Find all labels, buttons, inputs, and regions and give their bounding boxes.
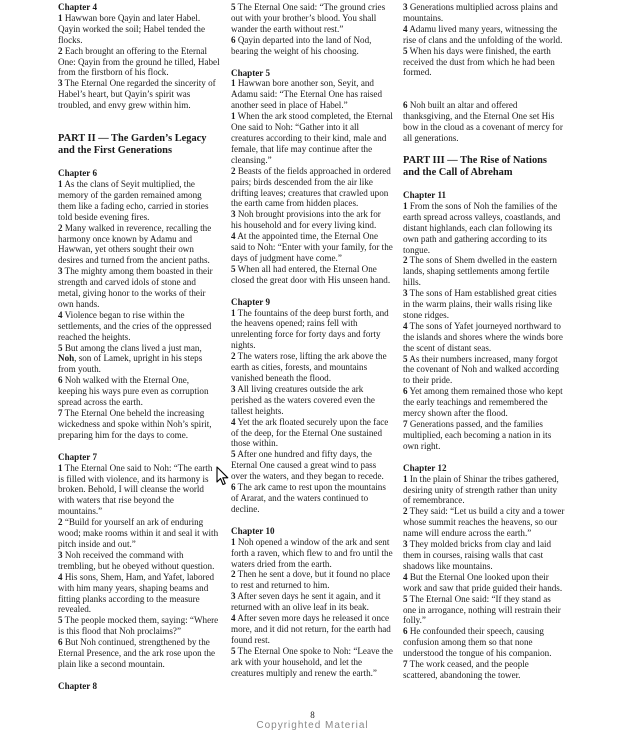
verse-number: 3 xyxy=(231,209,236,220)
verse xyxy=(231,569,393,591)
verse-text: Generations multiplied across plains and mountains. xyxy=(403,2,558,23)
paragraph-spacer xyxy=(231,57,393,68)
verse-text: The fountains of the deep burst forth, and the heavens opened; rains fell with unrelenting force for forty days and forty nights. xyxy=(231,307,389,351)
chapter-heading: Chapter 5 xyxy=(231,67,270,78)
verse-text: They molded bricks from clay and laid them in courses, raising walls that cast shadows like mountains. xyxy=(403,539,552,571)
verse-text: From the sons of Noh the families of the earth spread across valleys, coastlands, and distant highlands, each clan following its own path and gathering according to its tongue. xyxy=(403,200,561,255)
chapter-heading: Chapter 4 xyxy=(58,2,97,12)
chapter-heading: Chapter 11 xyxy=(403,189,447,200)
verse-number: 3 xyxy=(403,2,408,12)
verse-text: The Eternal One beheld the increasing wickedness and spoke within Noh’s spirit, preparing him for the days to come. xyxy=(58,408,212,440)
verse xyxy=(58,78,220,111)
verse xyxy=(231,209,393,231)
verse-text: The Eternal One regarded the sincerity of Habel’s heart, but Qayin’s spirit was troubled, and envy grew within him. xyxy=(58,78,216,111)
verse-number: 5 xyxy=(231,263,236,274)
verse xyxy=(231,2,393,35)
verse-number: 1 xyxy=(231,111,236,122)
verse-text: Hawwan bore Qayin and later Habel. Qayin worked the soil; Habel tended the flocks. xyxy=(58,12,205,45)
paragraph-spacer xyxy=(58,157,220,168)
paragraph-spacer xyxy=(403,78,565,100)
verse xyxy=(58,637,220,670)
verse-text: They said: “Let us build a city and a tower whose summit reaches the heavens, so our name will endure across the earth.” xyxy=(403,506,565,539)
part-heading: PART II — The Garden’s Legacy and the First Generations xyxy=(58,133,207,157)
verse-number: 4 xyxy=(403,320,408,331)
verse-number: 3 xyxy=(231,591,236,602)
verse-number: 4 xyxy=(58,571,63,582)
verse-text: In the plain of Shinar the tribes gathered, desiring unity of strength rather than unity of remembrance. xyxy=(403,473,559,506)
verse xyxy=(58,375,220,408)
verse xyxy=(403,201,565,256)
verse xyxy=(58,179,220,223)
verse-number: 5 xyxy=(403,593,408,604)
page-number: 8 xyxy=(310,710,315,720)
verse-number: 6 xyxy=(403,386,408,397)
verse xyxy=(403,419,565,452)
verse-number: 3 xyxy=(58,266,63,277)
verse-number: 4 xyxy=(58,309,63,320)
verse-number: 1 xyxy=(231,536,236,547)
paragraph-spacer xyxy=(58,111,220,133)
verse-number: 3 xyxy=(403,539,408,550)
verse xyxy=(403,288,565,321)
verse-text: Hawwan bore another son, Seyit, and Adamu said: “The Eternal One has raised another seed in place of Habel.” xyxy=(231,78,383,111)
verse xyxy=(403,572,565,594)
verse-number: 2 xyxy=(403,506,408,517)
verse-number: 2 xyxy=(58,45,63,56)
verse-text: Many walked in reverence, recalling the harmony once known by Adamu and Hawwan, yet others sought their own desires and turned from the ancient paths. xyxy=(58,222,212,266)
verse-text: After seven days he sent it again, and it returned with an olive leaf in its beak. xyxy=(231,591,381,613)
verse-text: All living creatures outside the ark perished as the waters covered even the tallest heights. xyxy=(231,383,375,416)
verse-number: 3 xyxy=(58,549,63,560)
verse xyxy=(58,13,220,46)
verse-number: 2 xyxy=(231,569,236,580)
verse xyxy=(403,626,565,659)
verse-number: 1 xyxy=(58,462,63,473)
verse-number: 4 xyxy=(231,613,236,624)
verse-number: 2 xyxy=(231,165,236,176)
verse xyxy=(231,384,393,417)
verse xyxy=(231,449,393,482)
verse-text: “Build for yourself an ark of enduring wood; make rooms within it and seal it with pitch inside and out.” xyxy=(58,517,219,549)
verse-text: After one hundred and fifty days, the Eternal One caused a great wind to pass over the waters, and they began to recede. xyxy=(231,449,384,482)
verse-text: The ark came to rest upon the mountains of Ararat, and the waters continued to decline. xyxy=(231,482,386,514)
verse-number: 5 xyxy=(403,353,408,364)
paragraph-spacer xyxy=(403,179,565,190)
verse xyxy=(58,572,220,616)
verse-text: Noh opened a window of the ark and sent forth a raven, which flew to and fro until the waters dried from the earth. xyxy=(231,536,393,569)
verse-number: 5 xyxy=(231,449,236,460)
verse-text: Beasts of the fields approached in ordered pairs; birds descended from the air like drifting leaves; creatures that crawled upon the earth came from hidden places. xyxy=(231,165,391,209)
verse xyxy=(403,539,565,572)
verse-number: 5 xyxy=(231,645,236,656)
verse-text: Noh built an altar and offered thanksgiving, and the Eternal One set His bow in the cloud as a covenant of mercy for all generations. xyxy=(403,100,563,144)
verse xyxy=(403,255,565,288)
verse xyxy=(231,264,393,286)
verse-text: At the appointed time, the Eternal One said to Noh: “Enter with your family, for the days of judgment have come.” xyxy=(231,231,393,263)
text-column-1 xyxy=(58,2,220,692)
verse xyxy=(58,343,220,376)
verse xyxy=(403,506,565,539)
verse-number: 2 xyxy=(58,222,63,233)
verse xyxy=(231,417,393,450)
verse-text: His sons, Shem, Ham, and Yafet, labored with him many years, shaping beams and fitting planks according to the measure revealed. xyxy=(58,571,215,615)
chapter-heading: Chapter 8 xyxy=(58,680,97,691)
verse xyxy=(231,537,393,570)
verse xyxy=(231,482,393,515)
paragraph-spacer xyxy=(231,286,393,297)
verse xyxy=(403,2,565,24)
paragraph-spacer xyxy=(231,515,393,526)
verse-text: The people mocked them, saying: “Where is this flood that Noh proclaims?” xyxy=(58,615,219,637)
verse-text: He confounded their speech, causing confusion among them so that none understood the tongue of his companion. xyxy=(403,626,552,659)
verse-number: 1 xyxy=(231,78,236,89)
verse-number: 3 xyxy=(231,383,236,394)
chapter-heading: Chapter 12 xyxy=(403,462,447,473)
verse xyxy=(403,46,565,79)
verse-number: 5 xyxy=(231,2,236,12)
verse-number: 5 xyxy=(58,615,63,626)
verse-text: The Eternal One said: “The ground cries out with your brother’s blood. You shall wander the earth without rest.” xyxy=(231,2,386,34)
text-column-3 xyxy=(403,2,565,681)
verse xyxy=(231,35,393,57)
verse-text: After seven more days he released it once more, and it did not return, for the earth had found rest. xyxy=(231,613,391,645)
verse xyxy=(231,591,393,613)
verse-text: The sons of Shem dwelled in the eastern lands, shaping settlements among fertile hills. xyxy=(403,255,557,288)
verse-number: 2 xyxy=(403,255,408,266)
verse xyxy=(231,166,393,210)
verse-text: Noh brought provisions into the ark for his household and for every living kind. xyxy=(231,209,381,231)
verse-text: As their numbers increased, many forgot the covenant of Noh and walked according to their pride. xyxy=(403,353,560,386)
verse xyxy=(403,659,565,681)
verse-number: 4 xyxy=(403,23,408,34)
verse xyxy=(231,351,393,384)
verse xyxy=(231,231,393,264)
verse-text: Qayin departed into the land of Nod, bearing the weight of his choosing. xyxy=(231,34,372,56)
verse xyxy=(231,78,393,111)
part-heading: PART III — The Rise of Nations and the Call of Abreham xyxy=(403,154,547,178)
verse-text: The work ceased, and the people scattered, abandoning the tower. xyxy=(403,659,529,680)
verse xyxy=(231,111,393,166)
verse-text: Noh received the command with trembling, but he obeyed without question. xyxy=(58,549,215,571)
verse xyxy=(231,646,393,679)
verse xyxy=(403,321,565,354)
verse xyxy=(58,550,220,572)
verse-number: 4 xyxy=(231,416,236,427)
verse-text: The mighty among them boasted in their strength and carved idols of stone and metal, giving honor to the works of their own hands. xyxy=(58,266,213,309)
verse xyxy=(403,24,565,46)
text-column-2 xyxy=(231,2,393,678)
verse xyxy=(231,613,393,646)
verse-text: But among the clans lived a just man, Noh, son of Lamek, upright in his steps from youth. xyxy=(58,342,203,375)
verse xyxy=(403,594,565,627)
chapter-heading: Chapter 10 xyxy=(231,525,275,536)
verse-text: Violence began to rise within the settlements, and the cries of the oppressed reached the heights. xyxy=(58,309,212,342)
verse-text: As the clans of Seyit multiplied, the memory of the garden remained among them like a fading echo, carried in stories told beside evening fires. xyxy=(58,178,209,222)
verse-text: Yet the ark floated securely upon the face of the deep, for the Eternal One sustained those within. xyxy=(231,416,389,449)
verse xyxy=(403,354,565,387)
chapter-heading: Chapter 9 xyxy=(231,296,270,307)
verse xyxy=(231,308,393,352)
verse-text: The waters rose, lifting the ark above the earth as cities, forests, and mountains vanished beneath the flood. xyxy=(231,351,387,383)
paragraph-spacer xyxy=(58,670,220,681)
verse-text: The Eternal One spoke to Noh: “Leave the ark with your household, and let the creatures multiply and renew the earth.” xyxy=(231,645,393,678)
verse-number: 3 xyxy=(58,78,63,89)
verse-number: 6 xyxy=(403,100,408,111)
verse-number: 2 xyxy=(58,517,63,528)
verse-text: Adamu lived many years, witnessing the rise of clans and the unfolding of the world. xyxy=(403,23,563,45)
verse-number: 6 xyxy=(231,482,236,493)
verse-number: 5 xyxy=(58,342,63,353)
verse xyxy=(403,386,565,419)
verse-number: 1 xyxy=(58,12,63,23)
verse-text: Each brought an offering to the Eternal One: Qayin from the ground he tilled, Habel from the firstborn of his flock. xyxy=(58,45,220,78)
verse-number: 6 xyxy=(58,637,63,648)
verse-number: 1 xyxy=(403,473,408,484)
verse-number: 1 xyxy=(231,307,236,318)
mouse-pointer-icon xyxy=(216,466,230,486)
verse-text: The Eternal One said: “If they stand as one in arrogance, nothing will restrain their folly.” xyxy=(403,593,561,626)
verse-text: The sons of Yafet journeyed northward to the islands and shores where the winds bore the scent of distant seas. xyxy=(403,320,563,353)
paragraph-spacer xyxy=(403,144,565,155)
verse-text: The sons of Ham established great cities in the warm plains, their walls rising like stone ridges. xyxy=(403,288,557,320)
verse xyxy=(58,615,220,637)
chapter-heading: Chapter 6 xyxy=(58,168,97,179)
verse-text: When the ark stood completed, the Eternal One said to Noh: “Gather into it all creatures according to their kind, male and female, that life may continue after the cleansing.” xyxy=(231,111,393,165)
verse xyxy=(58,310,220,343)
verse-number: 1 xyxy=(403,200,408,211)
verse-text: When his days were finished, the earth received the dust from which he had been formed. xyxy=(403,45,555,78)
verse-number: 7 xyxy=(403,659,408,670)
verse-number: 4 xyxy=(231,231,236,242)
verse-number: 3 xyxy=(403,288,408,299)
verse-number: 7 xyxy=(58,408,63,418)
verse-text: When all had entered, the Eternal One closed the great door with His unseen hand. xyxy=(231,263,391,285)
verse xyxy=(58,46,220,79)
verse-number: 7 xyxy=(403,419,408,429)
copyright-watermark: Copyrighted Material xyxy=(256,720,369,731)
verse-number: 6 xyxy=(403,626,408,637)
verse-text: Yet among them remained those who kept the early teachings and remembered the mercy shown after the flood. xyxy=(403,386,563,419)
verse-number: 5 xyxy=(403,45,408,56)
verse-text: Noh walked with the Eternal One, keeping his ways pure even as corruption spread across the earth. xyxy=(58,375,209,408)
verse xyxy=(403,100,565,144)
verse-number: 6 xyxy=(58,375,63,386)
verse-number: 2 xyxy=(231,351,236,362)
verse xyxy=(58,408,220,441)
verse xyxy=(58,266,220,310)
verse-text: But the Eternal One looked upon their work and saw that pride guided their hands. xyxy=(403,571,563,593)
verse-number: 6 xyxy=(231,34,236,45)
verse-text: But Noh continued, strengthened by the Eternal Presence, and the ark rose upon the plain like a second mountain. xyxy=(58,637,216,669)
verse xyxy=(58,223,220,267)
verse xyxy=(58,517,220,550)
verse-text: The Eternal One said to Noh: “The earth is filled with violence, and its harmony is broken. Behold, I will cleanse the world with waters that rise beyond the mountains.” xyxy=(58,462,213,517)
chapter-heading: Chapter 7 xyxy=(58,451,97,462)
paragraph-spacer xyxy=(403,452,565,463)
verse xyxy=(58,463,220,518)
verse-number: 4 xyxy=(403,571,408,582)
verse-number: 1 xyxy=(58,178,63,189)
verse-text: Then he sent a dove, but it found no place to rest and returned to him. xyxy=(231,569,391,591)
verse xyxy=(403,474,565,507)
verse-text: Generations passed, and the families multiplied, each becoming a nation in its own right. xyxy=(403,419,552,451)
paragraph-spacer xyxy=(58,441,220,452)
